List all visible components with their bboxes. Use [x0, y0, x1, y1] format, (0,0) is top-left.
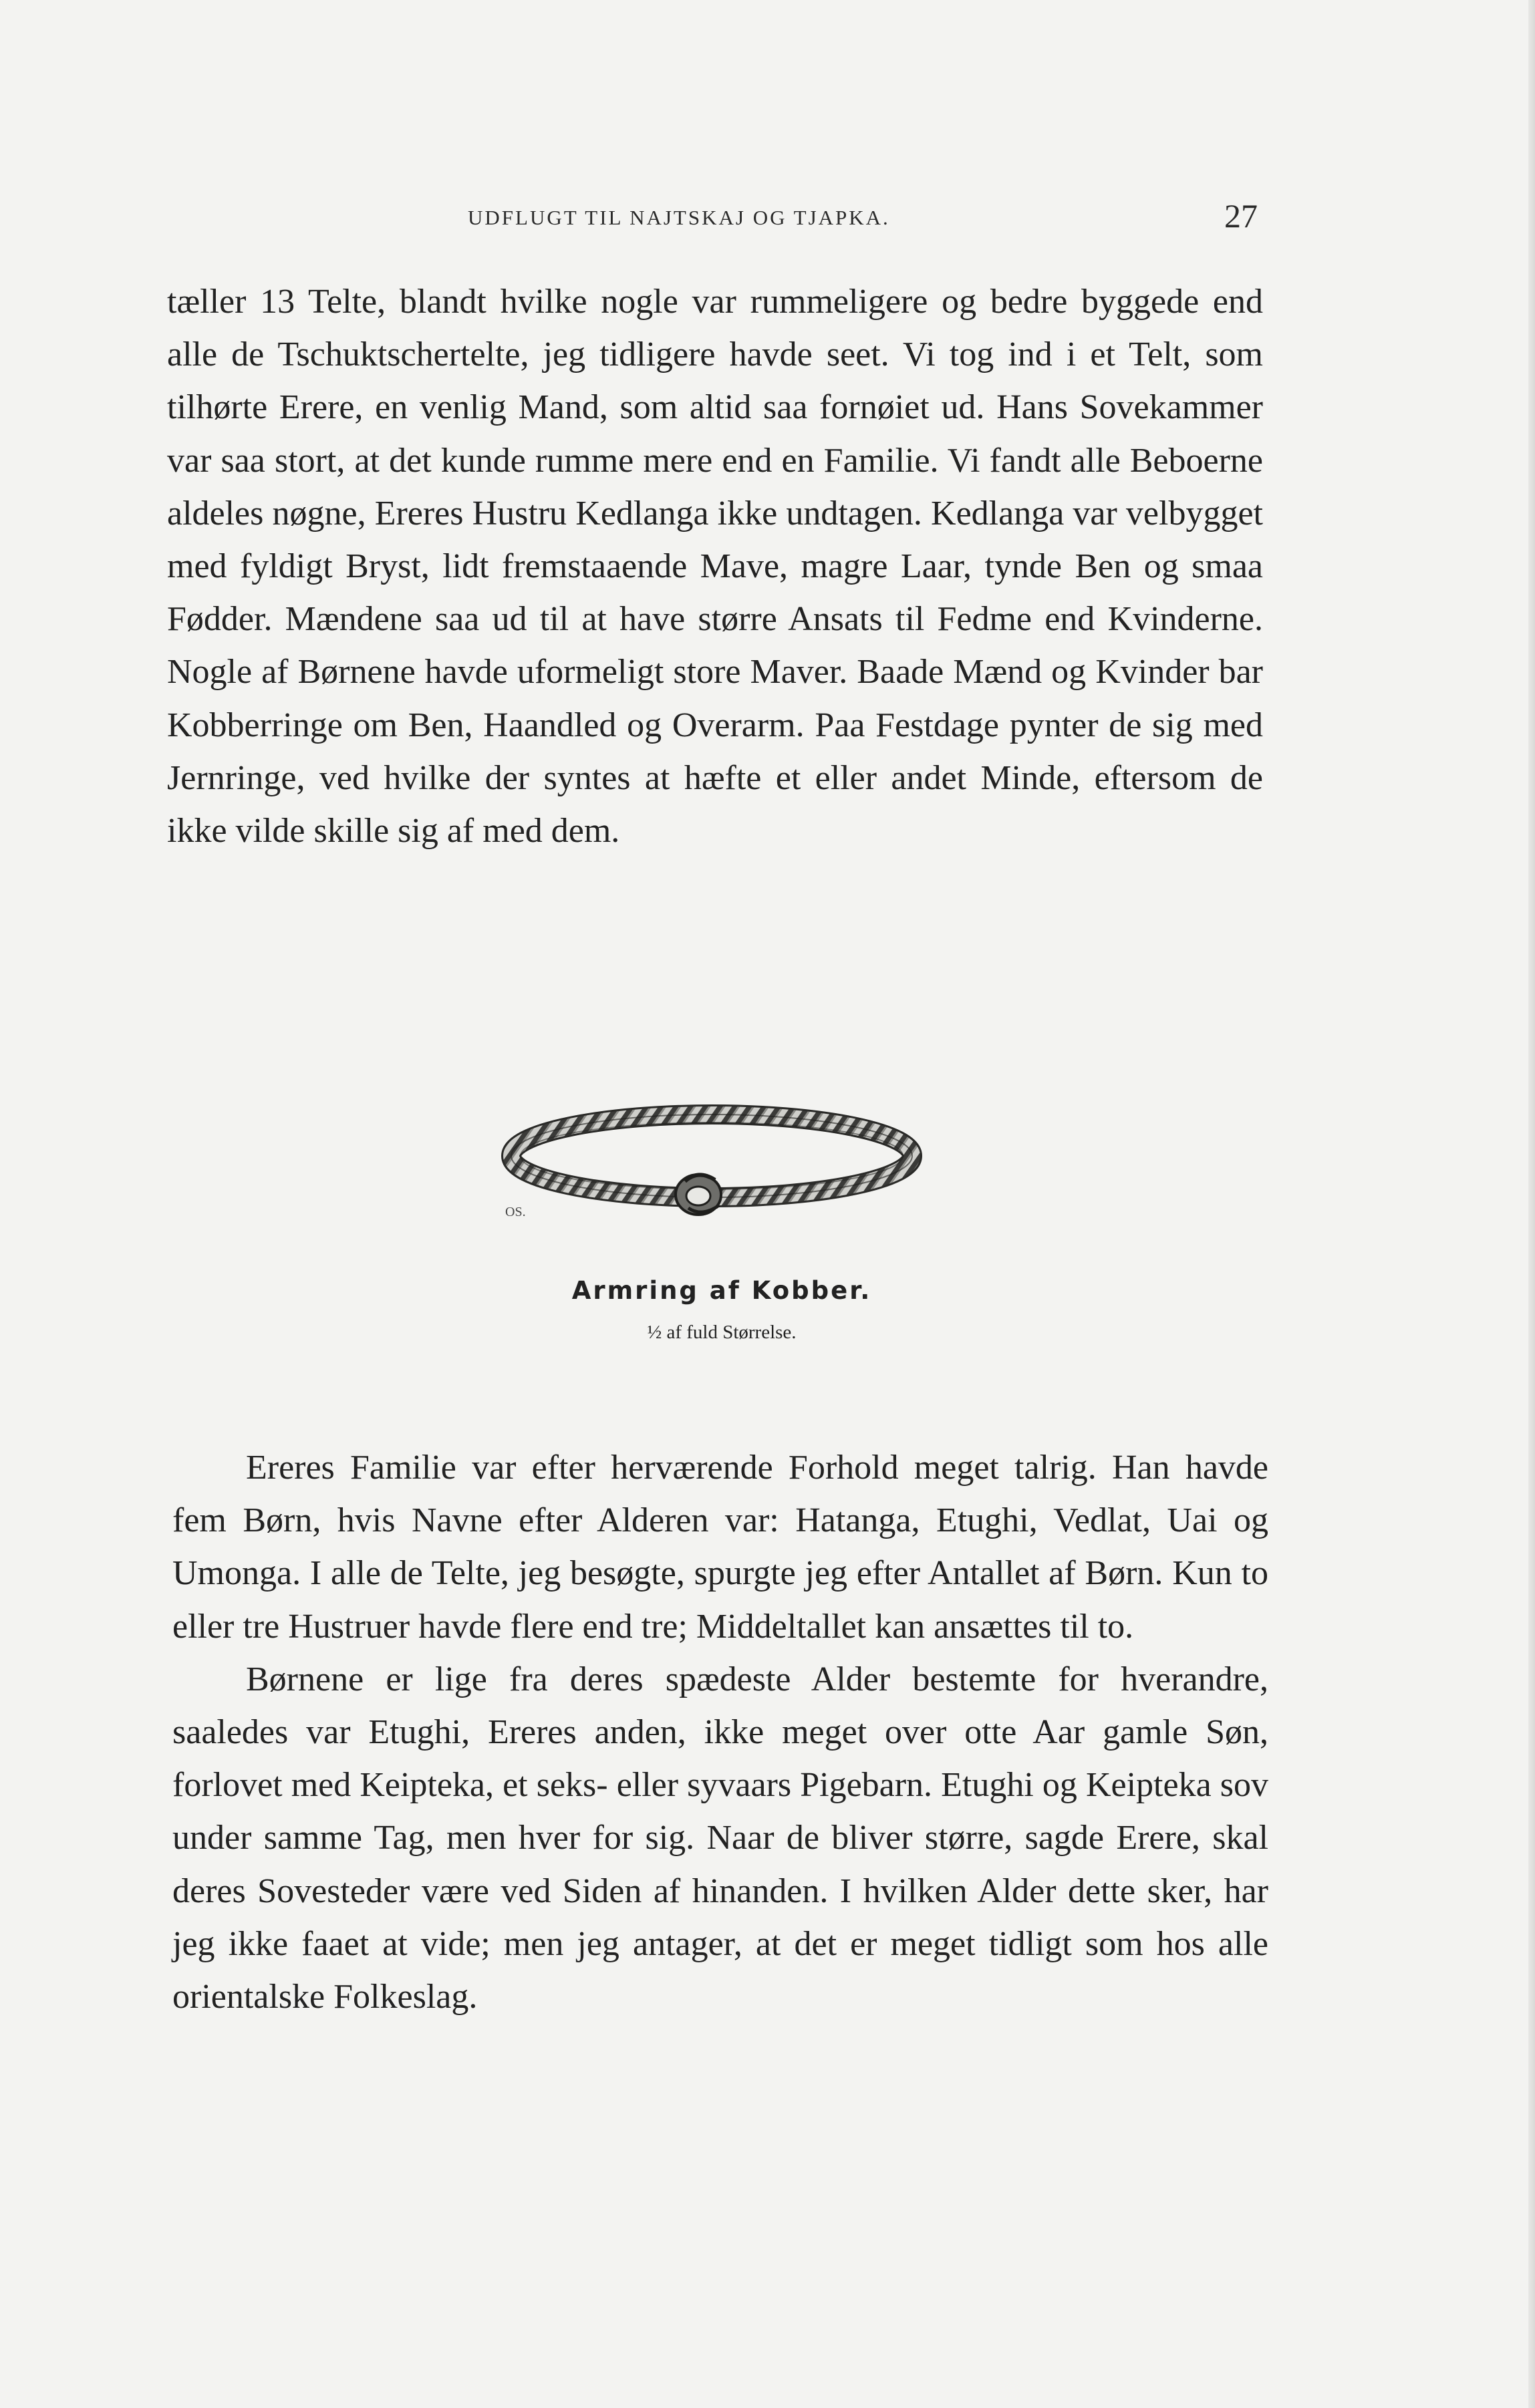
paragraph-1: tæller 13 Telte, blandt hvilke nogle var rummeligere og bedre byggede end alle de Tschuktschertelte, jeg tidligere havde seet. Vi tog ind i et Telt, som tilhørte Erere, en venlig Mand, som altid saa fornøiet ud. Hans Sovekammer var saa stort, at det kunde rumme mere end en Familie. Vi fandt alle Beboerne aldeles nøgne, Ereres Hustru Kedlanga ikke undtagen. Kedlanga var velbygget med fyldigt Bryst, lidt fremstaaende Mave, magre Laar, tynde Ben og smaa Fødder. Mændene saa ud til at have større Ansats til Fedme end Kvinderne. Nogle af Børnene havde uformeligt store Maver. Baade Mænd og Kvinder bar Kobberringe om Ben, Haandled og Overarm. Paa Festdage pynter de sig med Jernringe, ved hvilke der syntes at hæfte et eller andet Minde, eftersom de ikke vilde skille sig af med dem.: [167, 283, 1263, 851]
armring-illustration: [495, 1089, 936, 1236]
page-number: 27: [1224, 197, 1258, 235]
text-block-top: [167, 275, 1263, 857]
figure-scale-note: ½ af fuld Størrelse.: [647, 1322, 797, 1343]
running-title: UDFLUGT TIL NAJTSKAJ OG TJAPKA.: [468, 206, 890, 229]
paragraph-2: Ereres Familie var efter herværende Forhold meget talrig. Han havde fem Børn, hvis Navne efter Alderen var: Hatanga, Etughi, Vedlat, Uai og Umonga. I alle de Telte, jeg besøgte, spurgte jeg efter Antallet af Børn. Kun to eller tre Hustruer havde flere end tre; Middeltallet kan ansættes til to.: [172, 1449, 1268, 1646]
page-edge: [1528, 0, 1535, 2408]
engraver-mark: OS.: [505, 1205, 526, 1219]
text-block-bottom: [172, 1441, 1268, 2023]
clasp-hook: [676, 1175, 721, 1215]
figure-caption: Armring af Kobber.: [571, 1276, 872, 1305]
paragraph-3: Børnene er lige fra deres spædeste Alder bestemte for hverandre, saaledes var Etughi, Ereres anden, ikke meget over otte Aar gamle Søn, forlovet med Keipteka, et seks- eller syvaars Pigebarn. Etughi og Keipteka sov under samme Tag, men hver for sig. Naar de bliver større, sagde Erere, skal deres Sovesteder være ved Siden af hinanden. I hvilken Alder dette sker, har jeg ikke faaet at vide; men jeg antager, at det er meget tidligt som hos alle orientalske Folkeslag.: [172, 1660, 1268, 2016]
copper-ring-drawing: [495, 1089, 936, 1236]
